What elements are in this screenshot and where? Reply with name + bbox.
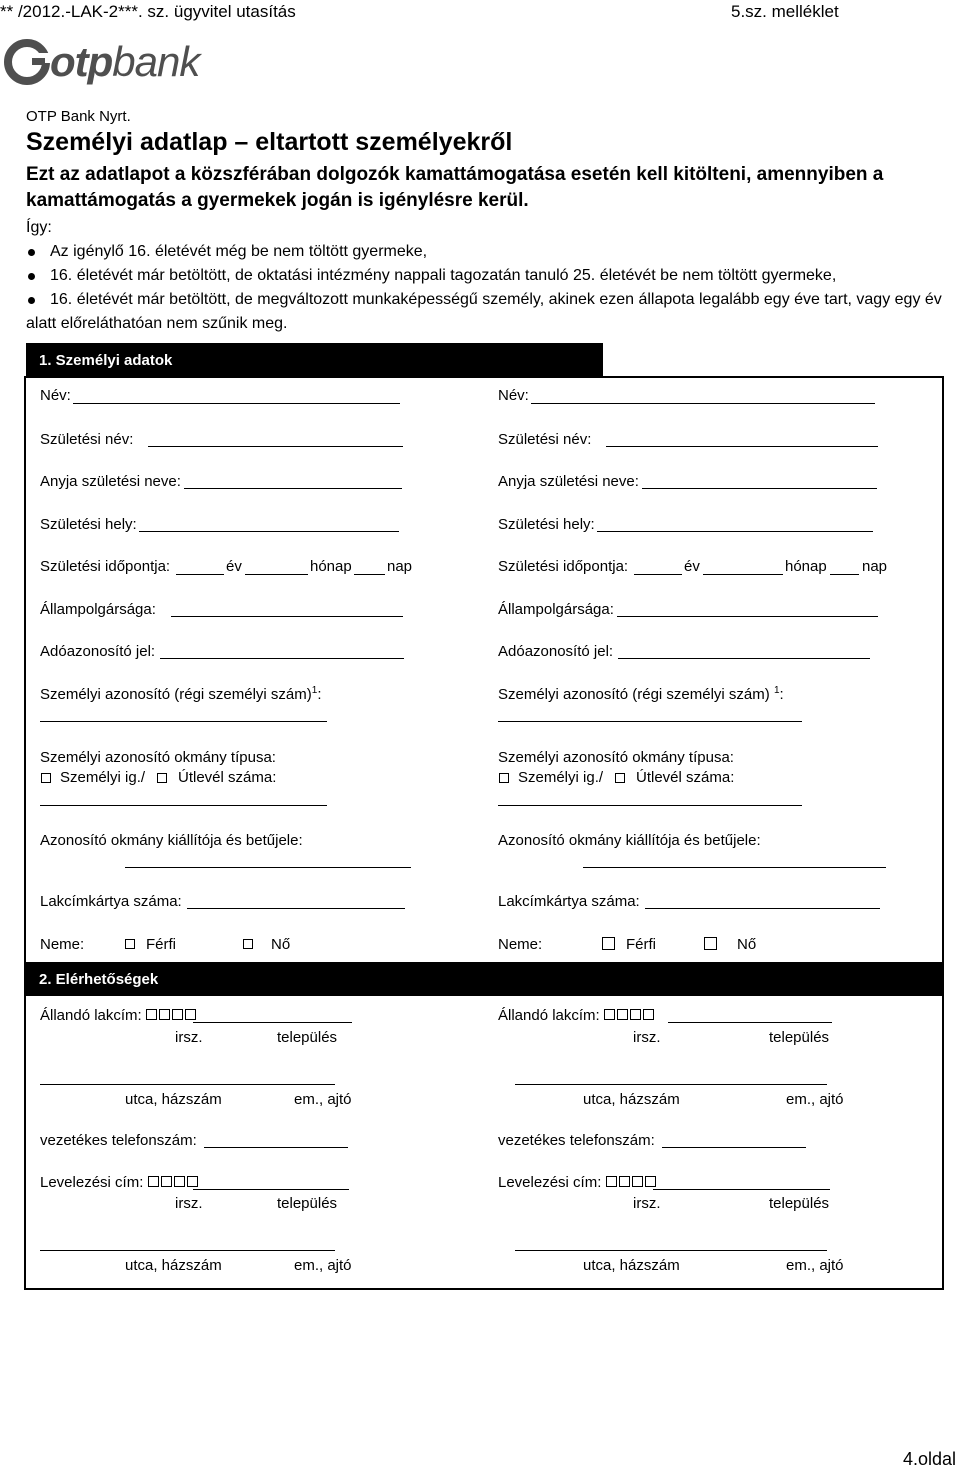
anyja-field[interactable] xyxy=(184,488,402,489)
page-title: Személyi adatlap – eltartott személyekről xyxy=(26,128,513,156)
levelezesi-cim-field[interactable] xyxy=(193,1189,349,1190)
telepules-label-2: település xyxy=(769,1029,830,1046)
utca-label-2: utca, házszám xyxy=(583,1257,680,1274)
header-reference: ** /2012.-LAK-2***. sz. ügyvitel utasítás xyxy=(0,2,296,21)
utca-label-2: utca, házszám xyxy=(583,1091,680,1108)
allampolgarsag-label-2: Állampolgársága: xyxy=(498,601,614,618)
levelezesi-utca-field[interactable] xyxy=(40,1250,335,1251)
bullet-item: Az igénylő 16. életévét még be nem töltött gyermeke, xyxy=(26,240,960,264)
telepules-label: település xyxy=(277,1195,338,1212)
levelezesi-utca-field-2[interactable] xyxy=(515,1250,827,1251)
szuletesi-hely-field[interactable] xyxy=(139,531,399,532)
ev-label-2: év xyxy=(684,558,700,575)
szuletesi-idopont-label-2: Születési időpontja: xyxy=(498,558,629,575)
adoazonosito-field[interactable] xyxy=(160,658,404,659)
szemelyi-azonosito-label: Személyi azonosító (régi személyi szám)$^1$: xyxy=(40,685,322,703)
ferfi-checkbox-2[interactable] xyxy=(602,937,615,950)
allando-utca-field-2[interactable] xyxy=(515,1084,827,1085)
okmany-tipus-label: Személyi azonosító okmány típusa: xyxy=(40,749,276,766)
bullet-item: 16. életévét már betöltött, de oktatási intézmény nappali tagozatán tanuló 25. életévét be nem töltött gyermeke, xyxy=(26,264,960,288)
szemelyi-azonosito-label-2: Személyi azonosító (régi személyi szám) $^1$: xyxy=(498,685,784,703)
honap-label-2: hónap xyxy=(785,558,827,575)
utlevel-label-2: Útlevél száma: xyxy=(636,769,735,786)
szemelyi-ig-checkbox-2[interactable] xyxy=(499,773,509,783)
nap-field-2[interactable] xyxy=(830,574,859,575)
utca-label: utca, házszám xyxy=(125,1257,222,1274)
telefon-label: vezetékes telefonszám: xyxy=(40,1132,197,1149)
allando-lakcim-field[interactable] xyxy=(193,1022,352,1023)
allando-utca-field[interactable] xyxy=(40,1084,335,1085)
telefon-field-2[interactable] xyxy=(662,1147,806,1148)
szuletesi-hely-field-2[interactable] xyxy=(597,531,873,532)
nev-label: Név: xyxy=(40,387,71,404)
szuletesi-hely-label-2: Születési hely: xyxy=(498,516,595,533)
igy-label: Így: xyxy=(26,219,52,236)
telepules-label: település xyxy=(277,1029,338,1046)
szuletesi-nev-label: Születési név: xyxy=(40,431,134,448)
kiallito-field-2[interactable] xyxy=(583,867,886,868)
honap-field[interactable] xyxy=(245,574,308,575)
allampolgarsag-field-2[interactable] xyxy=(617,616,878,617)
section-personal-data-heading: 1. Személyi adatok xyxy=(26,343,603,377)
levelezesi-cim-field-2[interactable] xyxy=(653,1189,830,1190)
szemelyi-ig-label-2: Személyi ig./ xyxy=(518,769,604,786)
irsz-label: irsz. xyxy=(175,1195,203,1212)
nap-label-2: nap xyxy=(862,558,888,575)
no-label: Nő xyxy=(271,936,291,953)
kiallito-label: Azonosító okmány kiállítója és betűjele: xyxy=(40,832,303,849)
utlevel-checkbox[interactable] xyxy=(157,773,167,783)
okmany-tipus-label-2: Személyi azonosító okmány típusa: xyxy=(498,749,734,766)
honap-field-2[interactable] xyxy=(703,574,783,575)
adoazonosito-field-2[interactable] xyxy=(618,658,870,659)
neme-label-2: Neme: xyxy=(498,936,543,953)
anyja-label-2: Anyja születési neve: xyxy=(498,473,639,490)
szemelyi-ig-checkbox[interactable] xyxy=(41,773,51,783)
neme-label: Neme: xyxy=(40,936,85,953)
szemelyi-azonosito-field[interactable] xyxy=(40,721,327,722)
section-contacts-heading: 2. Elérhetőségek xyxy=(26,962,944,996)
bank-name: OTP Bank Nyrt. xyxy=(26,108,131,125)
emelet-label: em., ajtó xyxy=(294,1091,352,1108)
no-checkbox[interactable] xyxy=(243,939,253,949)
emelet-label-2: em., ajtó xyxy=(786,1257,844,1274)
irsz-label-2: irsz. xyxy=(633,1195,661,1212)
utlevel-label: Útlevél száma: xyxy=(178,769,277,786)
page-number: 4.oldal xyxy=(902,1449,956,1469)
szemelyi-ig-label: Személyi ig./ xyxy=(60,769,146,786)
anyja-label: Anyja születési neve: xyxy=(40,473,181,490)
okmany-szam-field[interactable] xyxy=(40,805,327,806)
lakcimkartya-label-2: Lakcímkártya száma: xyxy=(498,893,640,910)
utca-label: utca, házszám xyxy=(125,1091,222,1108)
telepules-label-2: település xyxy=(769,1195,830,1212)
okmany-szam-field-2[interactable] xyxy=(498,805,802,806)
nap-field[interactable] xyxy=(354,574,385,575)
nev-field[interactable] xyxy=(73,403,400,404)
nev-field-2[interactable] xyxy=(531,403,875,404)
ev-label: év xyxy=(226,558,242,575)
no-checkbox-2[interactable] xyxy=(704,937,717,950)
telefon-field[interactable] xyxy=(204,1147,348,1148)
otp-logo-icon xyxy=(4,39,50,85)
levelezesi-cim-label-2: Levelezési cím: xyxy=(498,1174,658,1191)
ev-field[interactable] xyxy=(176,574,224,575)
lakcimkartya-label: Lakcímkártya száma: xyxy=(40,893,182,910)
logo-wordmark: otpbank xyxy=(50,38,200,85)
otp-logo xyxy=(4,38,199,86)
intro-text: Ezt az adatlapot a közszférában dolgozók kamattámogatása esetén kell kitölteni, amennyiben a kamattámogatás a gyermekek jogán is igénylésre kerül. xyxy=(26,164,884,211)
lakcimkartya-field-2[interactable] xyxy=(645,908,880,909)
telefon-label-2: vezetékes telefonszám: xyxy=(498,1132,655,1149)
irsz-label: irsz. xyxy=(175,1029,203,1046)
szemelyi-azonosito-field-2[interactable] xyxy=(498,721,802,722)
irsz-label-2: irsz. xyxy=(633,1029,661,1046)
adoazonosito-label: Adóazonosító jel: xyxy=(40,643,156,660)
lakcimkartya-field[interactable] xyxy=(187,908,405,909)
bullet-list xyxy=(26,240,960,336)
adoazonosito-label-2: Adóazonosító jel: xyxy=(498,643,614,660)
allampolgarsag-label: Állampolgársága: xyxy=(40,601,156,618)
nev-label-2: Név: xyxy=(498,387,529,404)
allando-lakcim-label: Állandó lakcím: xyxy=(40,1007,198,1024)
allando-lakcim-field-2[interactable] xyxy=(668,1022,832,1023)
honap-label: hónap xyxy=(310,558,352,575)
emelet-label-2: em., ajtó xyxy=(786,1091,844,1108)
allando-lakcim-label-2: Állandó lakcím: xyxy=(498,1007,656,1024)
utlevel-checkbox-2[interactable] xyxy=(615,773,625,783)
levelezesi-cim-label: Levelezési cím: xyxy=(40,1174,200,1191)
header-annex: 5.sz. melléklet xyxy=(731,2,839,21)
kiallito-field[interactable] xyxy=(125,867,411,868)
kiallito-label-2: Azonosító okmány kiállítója és betűjele: xyxy=(498,832,761,849)
nap-label: nap xyxy=(387,558,413,575)
szuletesi-nev-field[interactable] xyxy=(148,446,403,447)
szuletesi-nev-label-2: Születési név: xyxy=(498,431,592,448)
anyja-field-2[interactable] xyxy=(642,488,877,489)
szuletesi-hely-label: Születési hely: xyxy=(40,516,137,533)
ev-field-2[interactable] xyxy=(634,574,682,575)
emelet-label: em., ajtó xyxy=(294,1257,352,1274)
allampolgarsag-field[interactable] xyxy=(171,616,403,617)
ferfi-label: Férfi xyxy=(146,936,176,953)
ferfi-label-2: Férfi xyxy=(626,936,656,953)
no-label-2: Nő xyxy=(737,936,757,953)
ferfi-checkbox[interactable] xyxy=(125,939,135,949)
szuletesi-nev-field-2[interactable] xyxy=(606,446,878,447)
szuletesi-idopont-label: Születési időpontja: xyxy=(40,558,171,575)
bullet-item: 16. életévét már betöltött, de megváltozott munkaképességű személy, akinek ezen állapota legalább egy éve tart, vagy egy év alatt előreláthatóan nem szűnik meg. xyxy=(26,288,960,336)
